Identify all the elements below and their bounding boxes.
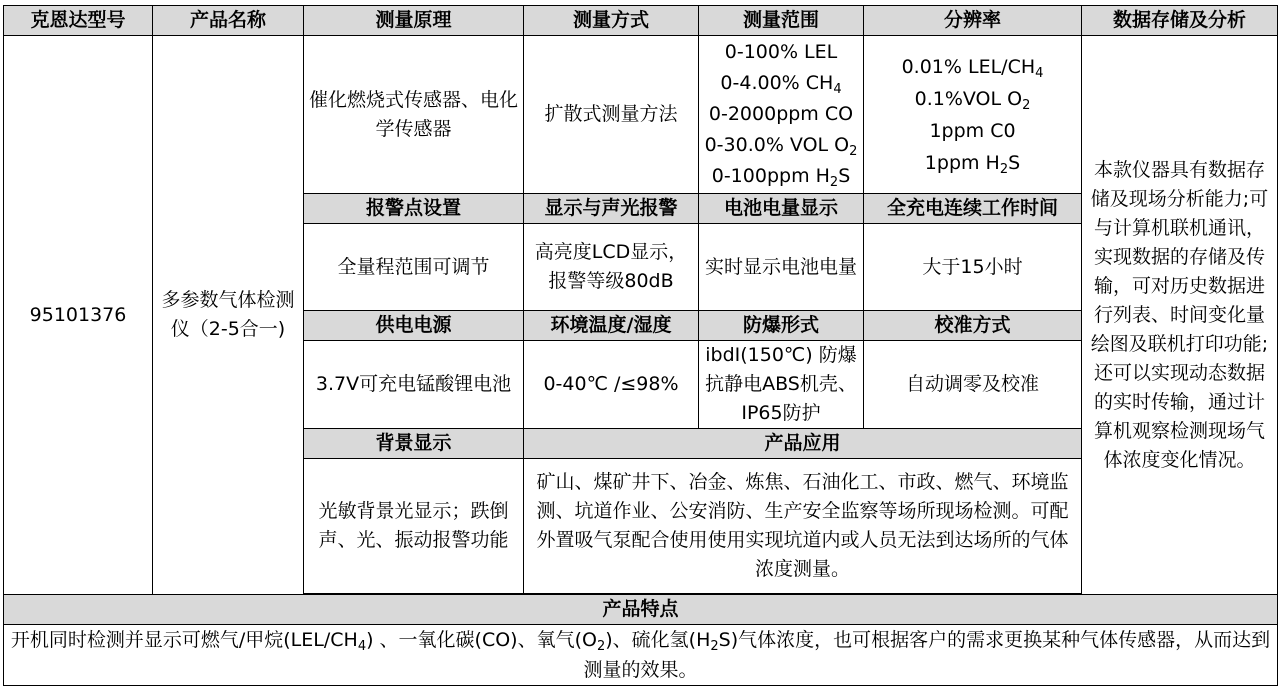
- resolution-line: 0.1%VOL $O_2$: [914, 87, 1031, 113]
- header-explosion: 防爆形式: [699, 311, 864, 341]
- features-title: 产品特点: [4, 595, 1278, 625]
- header-power: 供电电源: [304, 311, 524, 341]
- range-line: 0-2000ppm CO: [708, 103, 854, 125]
- range-line: 0-30.0% VOL $O_2$: [704, 134, 858, 159]
- header-alarm: 报警点设置: [304, 194, 524, 224]
- range-line: 0-100ppm $H_2S$: [711, 165, 851, 190]
- alarm-value: 全量程范围可调节: [304, 224, 524, 311]
- header-application: 产品应用: [524, 429, 1082, 459]
- resolution-line: 1ppm C0: [929, 119, 1016, 142]
- storage-value: 本款仪器具有数据存储及现场分析能力;可与计算机联机通讯，实现数据的存储及传输，可对历史数据进行列表、时间变化量绘图及联机打印功能;还可以实现动态数据的实时传输，通过计算机观察检测现场气体浓度变化情况。: [1082, 36, 1278, 595]
- battery-value: 实时显示电池电量: [699, 224, 864, 311]
- resolution-line: 0.01% LEL/$CH_4$: [901, 55, 1044, 81]
- calibration-value: 自动调零及校准: [864, 341, 1082, 429]
- resolution-line: 1ppm $H_2S$: [924, 151, 1021, 177]
- header-backlight: 背景显示: [304, 429, 524, 459]
- header-method: 测量方式: [524, 6, 699, 36]
- header-battery: 电池电量显示: [699, 194, 864, 224]
- features-text: 开机同时检测并显示可燃气/甲烷$(LEL/CH_4)$ 、一氧化碳(CO)、氧气$(O_2)$、硫化氢$(H_2S)$气体浓度，也可根据客户的需求更换某种气体传感器，从而达到测量的效果。: [4, 625, 1278, 686]
- principle-value: 催化燃烧式传感器、电化学传感器: [304, 36, 524, 194]
- header-env: 环境温度/湿度: [524, 311, 699, 341]
- model-number: 95101376: [4, 36, 153, 595]
- runtime-value: 大于15小时: [864, 224, 1082, 311]
- product-name: 多参数气体检测仪（2-5合一): [153, 36, 304, 595]
- header-storage: 数据存储及分析: [1082, 6, 1278, 36]
- application-value: 矿山、煤矿井下、冶金、炼焦、石油化工、市政、燃气、环境监测、坑道作业、公安消防、生产安全监察等场所现场检测。可配外置吸气泵配合使用使用实现坑道内或人员无法到达场所的气体浓度测量。: [524, 459, 1082, 594]
- header-runtime: 全充电连续工作时间: [864, 194, 1082, 224]
- header-range: 测量范围: [699, 6, 864, 36]
- header-calibration: 校准方式: [864, 311, 1082, 341]
- range-value: [699, 36, 864, 194]
- display-value: 高亮度LCD显示，报警等级80dB: [524, 224, 699, 311]
- range-line: 0-4.00% $CH_4$: [720, 72, 842, 97]
- header-name: 产品名称: [153, 6, 304, 36]
- spec-table: [3, 5, 1278, 686]
- header-resolution: 分辨率: [864, 6, 1082, 36]
- header-principle: 测量原理: [304, 6, 524, 36]
- header-display: 显示与声光报警: [524, 194, 699, 224]
- resolution-value: [864, 36, 1082, 194]
- explosion-value: ibdI(150℃) 防爆抗静电ABS机壳、IP65防护: [699, 341, 864, 429]
- power-value: 3.7V可充电锰酸锂电池: [304, 341, 524, 429]
- backlight-value: 光敏背景光显示；跌倒声、光、振动报警功能: [304, 459, 524, 594]
- method-value: 扩散式测量方法: [524, 36, 699, 194]
- env-value: 0-40℃ /≤98%: [524, 341, 699, 429]
- range-line: 0-100% LEL: [724, 41, 838, 63]
- header-model: 克恩达型号: [4, 6, 153, 36]
